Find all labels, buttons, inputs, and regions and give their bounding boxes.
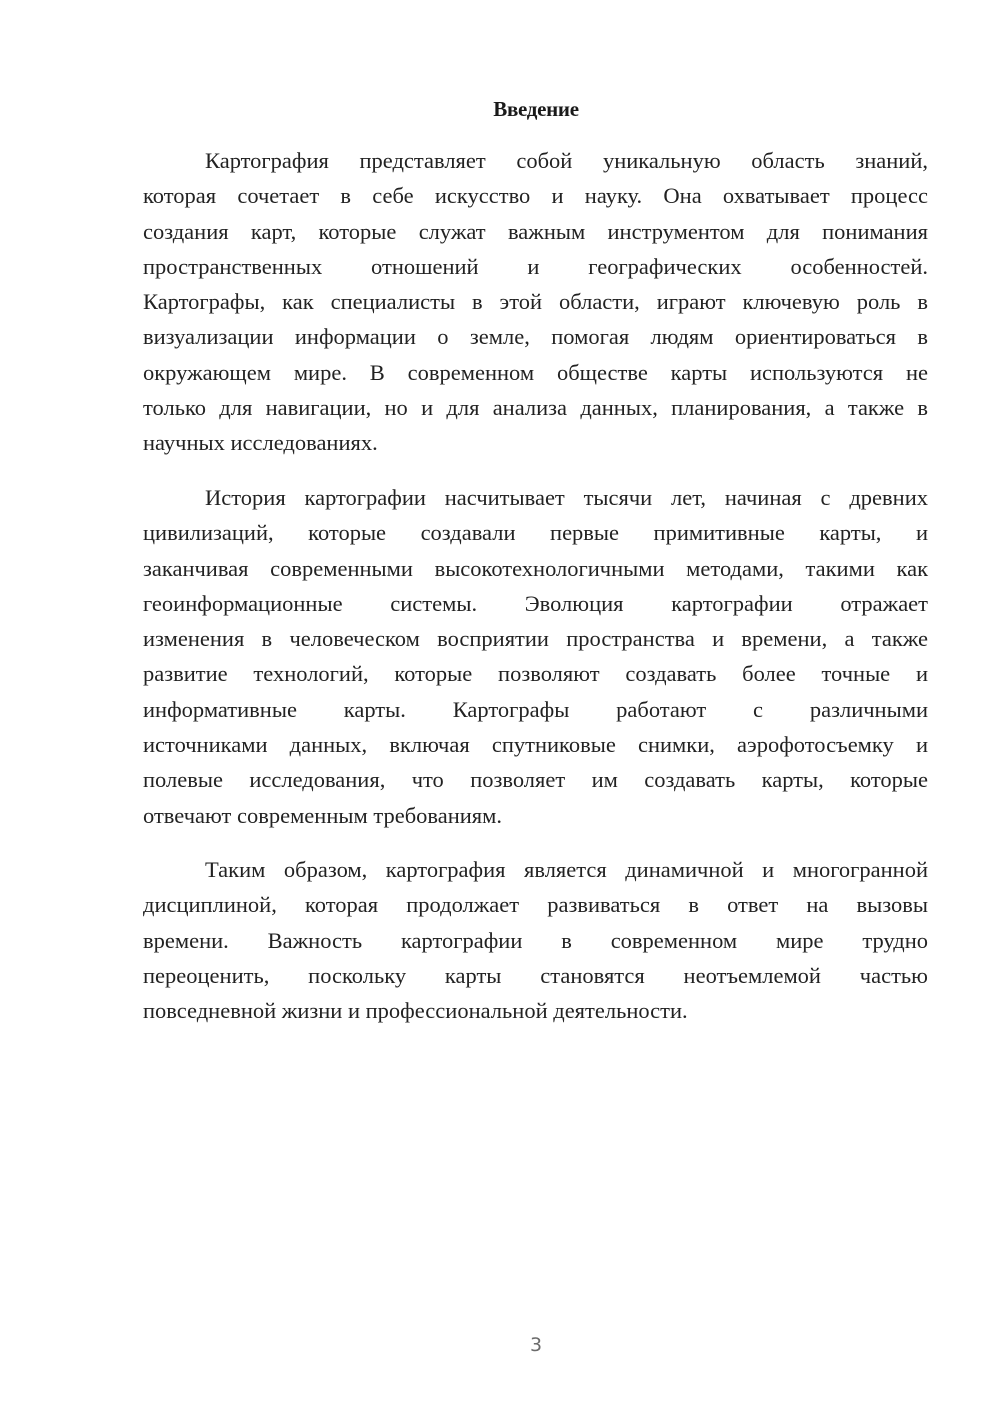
section-heading: Введение bbox=[493, 97, 579, 121]
paragraph-line: цивилизаций, которые создавали первые примитивные карты, и bbox=[143, 520, 928, 546]
paragraph-2 bbox=[143, 480, 928, 833]
paragraph-line: повседневной жизни и профессиональной деятельности. bbox=[143, 998, 688, 1024]
paragraph-1 bbox=[143, 143, 928, 461]
paragraph-line: которая сочетает в себе искусство и науку. Она охватывает процесс bbox=[143, 183, 928, 209]
paragraph-line: полевые исследования, что позволяет им создавать карты, которые bbox=[143, 767, 928, 793]
paragraph-line: развитие технологий, которые позволяют создавать более точные и bbox=[143, 661, 928, 687]
paragraph-line: создания карт, которые служат важным инструментом для понимания bbox=[143, 218, 928, 244]
paragraph-line: источниками данных, включая спутниковые снимки, аэрофотосъемку и bbox=[143, 732, 928, 758]
paragraph-line: окружающем мире. В современном обществе карты используются не bbox=[143, 359, 928, 385]
paragraph-line: визуализации информации о земле, помогая людям ориентироваться в bbox=[143, 324, 928, 350]
paragraph-line: отвечают современным требованиям. bbox=[143, 802, 503, 828]
paragraph-line: информативные карты. Картографы работают с различными bbox=[143, 696, 928, 722]
paragraph-line: заканчивая современными высокотехнологичными методами, такими как bbox=[143, 555, 928, 581]
paragraph-line: изменения в человеческом восприятии пространства и времени, а также bbox=[143, 626, 928, 652]
paragraph-line: История картографии насчитывает тысячи лет, начиная с древних bbox=[205, 485, 928, 510]
page-number: 3 bbox=[529, 1334, 543, 1356]
paragraph-line: научных исследованиях. bbox=[143, 430, 378, 456]
paragraph-line: пространственных отношений и географических особенностей. bbox=[143, 253, 928, 279]
paragraph-3 bbox=[143, 852, 928, 1028]
paragraph-line: Картографы, как специалисты в этой области, играют ключевую роль в bbox=[143, 289, 928, 315]
paragraph-line: только для навигации, но и для анализа данных, планирования, а также в bbox=[143, 395, 928, 421]
paragraph-line: переоценить, поскольку карты становятся неотъемлемой частью bbox=[143, 962, 928, 988]
paragraph-line: времени. Важность картографии в современном мире трудно bbox=[143, 927, 928, 953]
paragraph-line: Таким образом, картография является динамичной и многогранной bbox=[205, 857, 928, 882]
paragraph-line: геоинформационные системы. Эволюция картографии отражает bbox=[143, 590, 928, 616]
paragraph-line: дисциплиной, которая продолжает развиваться в ответ на вызовы bbox=[143, 892, 928, 918]
paragraph-line: Картография представляет собой уникальную область знаний, bbox=[205, 148, 928, 173]
